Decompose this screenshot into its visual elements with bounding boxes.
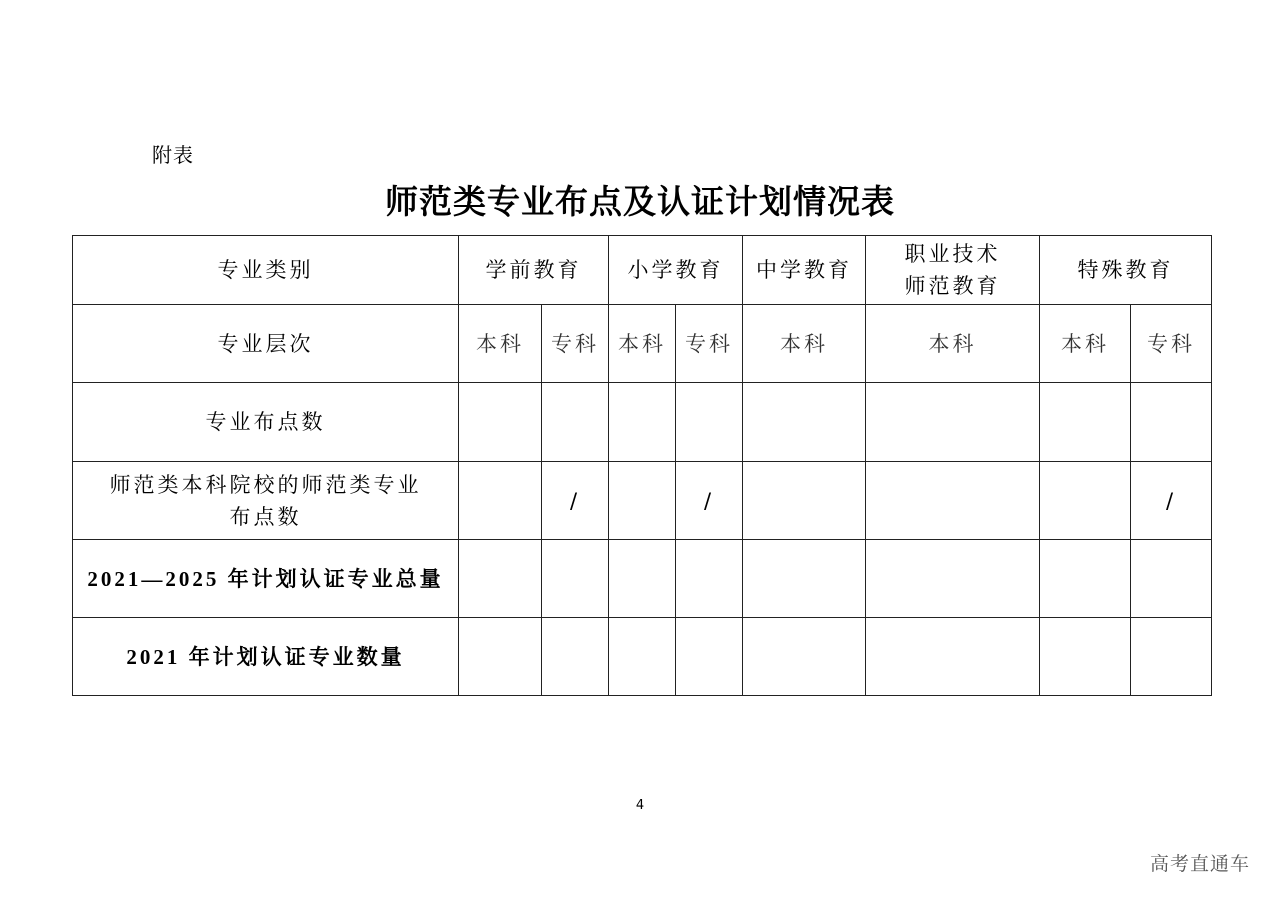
- slash-cell: /: [1131, 462, 1212, 540]
- watermark: 高考直通车: [1149, 853, 1250, 875]
- data-cell: [609, 383, 676, 462]
- category-vocational: 职业技术 师范教育: [866, 236, 1040, 305]
- data-row-2021-plan: [73, 618, 1212, 696]
- data-cell: [459, 462, 542, 540]
- level-row: [73, 305, 1212, 383]
- data-cell: [609, 462, 676, 540]
- row-label: 2021 年计划认证专业数量: [73, 618, 459, 696]
- data-cell: [542, 383, 609, 462]
- data-cell: [459, 383, 542, 462]
- data-cell: [1131, 383, 1212, 462]
- data-cell: [609, 618, 676, 696]
- data-cell: [866, 462, 1040, 540]
- level-cell: 专科: [542, 305, 609, 383]
- data-cell: [743, 383, 866, 462]
- data-cell: [1040, 618, 1131, 696]
- level-cell: 本科: [609, 305, 676, 383]
- row-label: 专业布点数: [73, 383, 459, 462]
- data-cell: [609, 540, 676, 618]
- data-cell: [542, 618, 609, 696]
- level-cell: 本科: [1040, 305, 1131, 383]
- appendix-label: 附表: [152, 143, 194, 167]
- table-title: 师范类专业布点及认证计划情况表: [385, 182, 895, 221]
- data-cell: [1131, 618, 1212, 696]
- level-cell: 本科: [459, 305, 542, 383]
- level-cell: 专科: [676, 305, 743, 383]
- row-label: 2021—2025 年计划认证专业总量: [73, 540, 459, 618]
- data-cell: [1131, 540, 1212, 618]
- level-header: 专业层次: [73, 305, 459, 383]
- data-cell: [676, 383, 743, 462]
- data-cell: [676, 618, 743, 696]
- plan-table: [72, 235, 1212, 696]
- data-cell: [1040, 540, 1131, 618]
- level-cell: 专科: [1131, 305, 1212, 383]
- slash-cell: /: [676, 462, 743, 540]
- data-row-total-plan: [73, 540, 1212, 618]
- data-cell: [1040, 383, 1131, 462]
- data-cell: [459, 618, 542, 696]
- category-secondary: 中学教育: [743, 236, 866, 305]
- level-cell: 本科: [743, 305, 866, 383]
- category-row: [73, 236, 1212, 305]
- slash-cell: /: [542, 462, 609, 540]
- page-number: 4: [635, 798, 645, 813]
- data-cell: [743, 618, 866, 696]
- data-cell: [866, 540, 1040, 618]
- row-label: 师范类本科院校的师范类专业 布点数: [73, 462, 459, 540]
- category-special: 特殊教育: [1040, 236, 1212, 305]
- data-row-sites: [73, 383, 1212, 462]
- data-cell: [1040, 462, 1131, 540]
- level-cell: 本科: [866, 305, 1040, 383]
- data-cell: [866, 618, 1040, 696]
- category-primary: 小学教育: [609, 236, 743, 305]
- data-cell: [676, 540, 743, 618]
- data-cell: [743, 540, 866, 618]
- category-preschool: 学前教育: [459, 236, 609, 305]
- data-cell: [866, 383, 1040, 462]
- data-row-undergrad-sites: [73, 462, 1212, 540]
- category-header: 专业类别: [73, 236, 459, 305]
- data-cell: [743, 462, 866, 540]
- data-cell: [459, 540, 542, 618]
- data-cell: [542, 540, 609, 618]
